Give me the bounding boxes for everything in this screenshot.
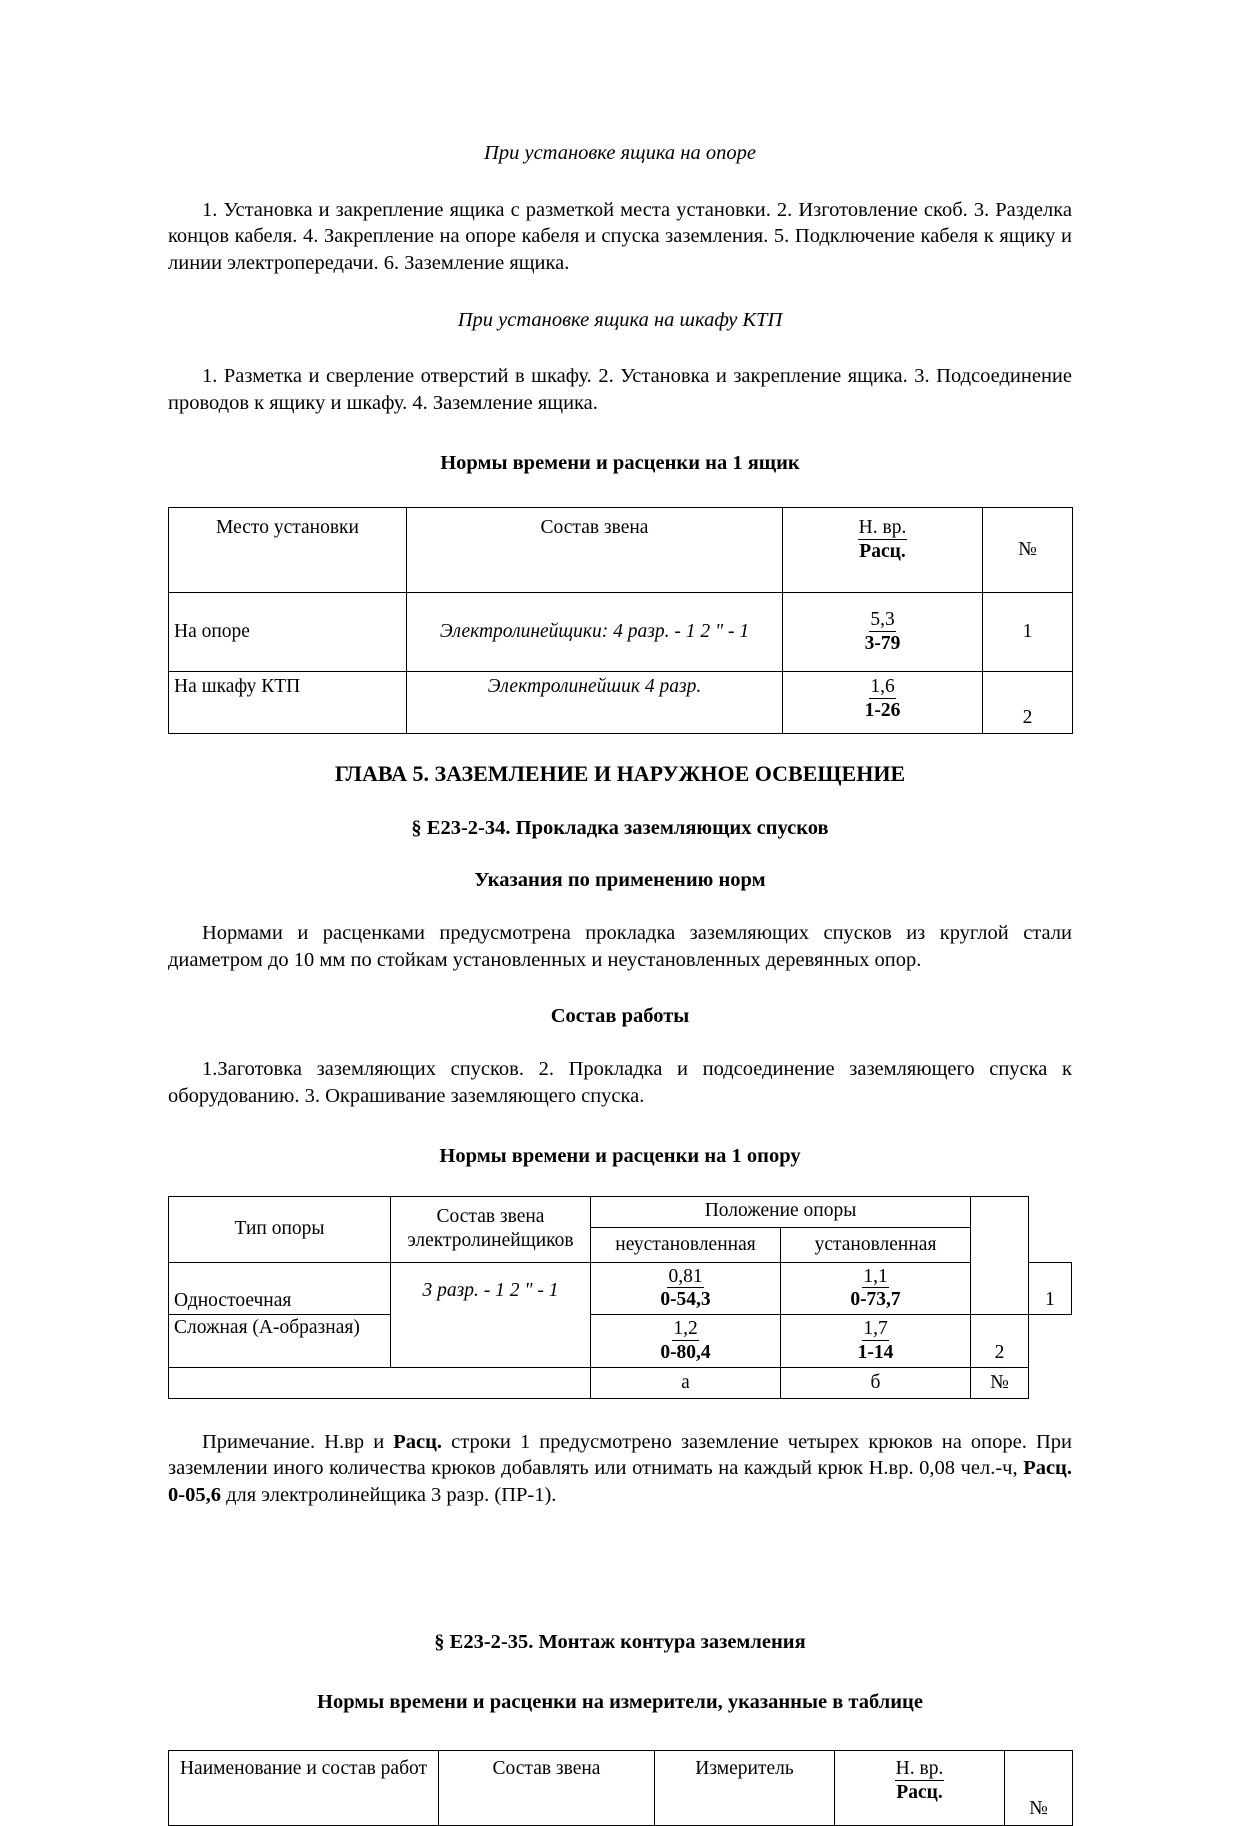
table2-row1-b-rasc: 0-73,7 <box>850 1289 901 1311</box>
table1-row2-rasc: 1-26 <box>864 699 901 721</box>
spacer <box>168 477 1072 507</box>
table1-header-rates <box>783 508 983 593</box>
note-paragraph <box>168 1429 1072 1509</box>
table2-footer-number: № <box>971 1367 1029 1398</box>
heading-box-on-support: При установке ящика на опоре <box>484 142 756 164</box>
table2-footer-blank <box>169 1367 591 1398</box>
table1-header-number: № <box>983 508 1073 593</box>
crew-line: Электролинейшик <box>487 676 640 698</box>
table1-title: Нормы времени и расценки на 1 ящик <box>440 452 800 475</box>
work-composition-text: 1.Заготовка заземляющих спусков. 2. Прокладка и подсоединение заземляющего спуска к оборудованию. 3. Окрашивание заземляющего спуска. <box>168 1057 1072 1107</box>
crew-line: Электролинейщики: <box>439 621 609 643</box>
paragraph-on-support: 1. Установка и закрепление ящика с разметкой места установки. 2. Изготовление скоб. 3. Разделка концов кабеля. 4. Закрепление на опоре кабеля и спуска заземления. 5. Подключение кабеля к ящику и линии электропередачи. 6. Заземление ящика. <box>168 198 1072 274</box>
spacer <box>168 1716 1072 1750</box>
spacer <box>168 1509 1072 1629</box>
table1-row1-rates <box>783 593 983 672</box>
table2-header-type: Тип опоры <box>169 1196 391 1262</box>
table2-title: Нормы времени и расценки на 1 опору <box>439 1145 801 1168</box>
table1-row1-number: 1 <box>983 593 1073 672</box>
table1-header-nv: Н. вр. <box>858 517 907 539</box>
table2-row2-not-installed <box>591 1315 781 1368</box>
table-row <box>169 593 1073 672</box>
table2-crew-cell <box>391 1262 591 1367</box>
paragraph-on-ktp: 1. Разметка и сверление отверстий в шкафу. 2. Установка и закрепление ящика. 3. Подсоединение проводов к ящику и шкафу. 4. Заземление ящика. <box>168 365 1072 414</box>
table3-title: Нормы времени и расценки на измерители, указанные в таблице <box>317 1691 923 1714</box>
table2-header-crew <box>391 1196 591 1262</box>
table3-header-work-name: Наименование и состав работ <box>169 1751 439 1826</box>
table2-row1-b-nv: 1,1 <box>863 1265 888 1287</box>
table2-row1-type: Одностоечная <box>169 1262 391 1315</box>
table2-row1-not-installed <box>591 1262 781 1315</box>
table2-header-not-installed: неустановленная <box>591 1227 781 1262</box>
table3-header-rates <box>835 1751 1005 1826</box>
table1-header-rasc: Расц. <box>859 540 906 562</box>
table2-row1-a-rasc: 0-54,3 <box>660 1289 711 1311</box>
spacer <box>168 789 1072 815</box>
spacer <box>168 1030 1072 1056</box>
spacer <box>168 1399 1072 1429</box>
page-content <box>168 140 1072 1826</box>
table2-row2-a-rasc: 0-80,4 <box>660 1342 711 1364</box>
header-line: электролинейщиков <box>407 1230 574 1252</box>
table3-header-measure: Измеритель <box>655 1751 835 1826</box>
norms-table-3 <box>168 1750 1073 1826</box>
table2-row2-installed <box>781 1315 971 1368</box>
table3-header-nv: Н. вр. <box>895 1758 944 1780</box>
crew-line: 2 " - 1 <box>509 1279 559 1301</box>
note-text-2: строки 1 предусмотрено заземление четырех крюков на опоре. При заземлении иного количества крюков добавлять или отнимать на каждый крюк Н.вр. 0,08 чел.-ч, <box>168 1430 1072 1480</box>
usage-notes-title: Указания по применению норм <box>474 869 766 892</box>
table2-row2-b-rasc: 1-14 <box>857 1342 894 1364</box>
table1-header-place: Место установки <box>169 508 407 593</box>
table3-header-number: № <box>1005 1751 1073 1826</box>
spacer <box>168 841 1072 867</box>
paragraph-34-title: § Е23-2-34. Прокладка заземляющих спусков <box>411 816 829 839</box>
spacer <box>168 1170 1072 1196</box>
chapter-title: ГЛАВА 5. ЗАЗЕМЛЕНИЕ И НАРУЖНОЕ ОСВЕЩЕНИЕ <box>334 761 906 787</box>
table2-row1-number: 1 <box>1029 1262 1072 1315</box>
table2-header-installed: установленная <box>781 1227 971 1262</box>
crew-line: 4 разр. <box>644 676 702 698</box>
crew-line: 4 разр. - 1 <box>613 621 696 643</box>
spacer <box>168 1109 1072 1143</box>
table1-header-crew: Состав звена <box>407 508 783 593</box>
table-row <box>169 1315 1072 1368</box>
table1-row2-crew <box>407 672 783 734</box>
table2-row2-b-nv: 1,7 <box>863 1318 888 1340</box>
note-text-1: Примечание. Н.вр и <box>202 1430 394 1453</box>
table-row-header <box>169 1751 1073 1826</box>
table2-row2-a-nv: 1,2 <box>673 1318 698 1340</box>
spacer <box>168 734 1072 760</box>
table1-row1-nv: 5,3 <box>870 609 895 631</box>
note-bold-2: Расц. 0-05,6 <box>168 1457 1072 1507</box>
table-row <box>169 672 1073 734</box>
spacer <box>168 416 1072 450</box>
header-line: Состав звена <box>436 1206 545 1228</box>
crew-line: 2 " - 1 <box>700 621 750 643</box>
spacer <box>168 894 1072 920</box>
table2-footer-b: б <box>781 1367 971 1398</box>
spacer <box>168 1655 1072 1689</box>
table3-header-crew: Состав звена <box>439 1751 655 1826</box>
table1-row1-crew <box>407 593 783 672</box>
table1-row2-rates <box>783 672 983 734</box>
table-row <box>169 1262 1072 1315</box>
spacer <box>168 167 1072 197</box>
table2-row1-installed <box>781 1262 971 1315</box>
table2-footer-a: а <box>591 1367 781 1398</box>
usage-notes-text: Нормами и расценками предусмотрена прокладка заземляющих спусков из круглой стали диаметром до 10 мм по стойкам установленных и неустановленных деревянных опор. <box>168 922 1072 971</box>
table1-row2-nv: 1,6 <box>870 676 895 698</box>
table-row-header <box>169 1196 1072 1227</box>
table3-header-rasc: Расц. <box>896 1781 943 1803</box>
table1-row2-place: На шкафу КТП <box>169 672 407 734</box>
crew-line: 3 разр. - 1 <box>422 1279 505 1301</box>
note-bold-1: Расц. <box>393 1430 443 1453</box>
table2-header-position-group: Положение опоры <box>591 1196 971 1227</box>
spacer <box>168 277 1072 307</box>
note-text-3: для электролинейщика 3 разр. (ПР-1). <box>220 1484 557 1507</box>
norms-table-1 <box>168 507 1073 734</box>
spacer <box>168 973 1072 1003</box>
heading-box-on-ktp: При установке ящика на шкафу КТП <box>457 308 783 331</box>
table1-row1-rasc: 3-79 <box>864 633 901 655</box>
table-row-header <box>169 508 1073 593</box>
table2-header-blank <box>971 1196 1029 1314</box>
spacer <box>168 333 1072 363</box>
table2-row1-a-nv: 0,81 <box>668 1265 703 1287</box>
table1-row1-place: На опоре <box>169 593 407 672</box>
table-row-footer <box>169 1367 1072 1398</box>
paragraph-35-title: § Е23-2-35. Монтаж контура заземления <box>434 1630 806 1653</box>
table2-row2-type: Сложная (А-образная) <box>169 1315 391 1368</box>
work-composition-title: Состав работы <box>550 1005 690 1028</box>
table2-row2-number: 2 <box>971 1315 1029 1368</box>
norms-table-2 <box>168 1196 1072 1399</box>
table1-row2-number: 2 <box>983 672 1073 734</box>
